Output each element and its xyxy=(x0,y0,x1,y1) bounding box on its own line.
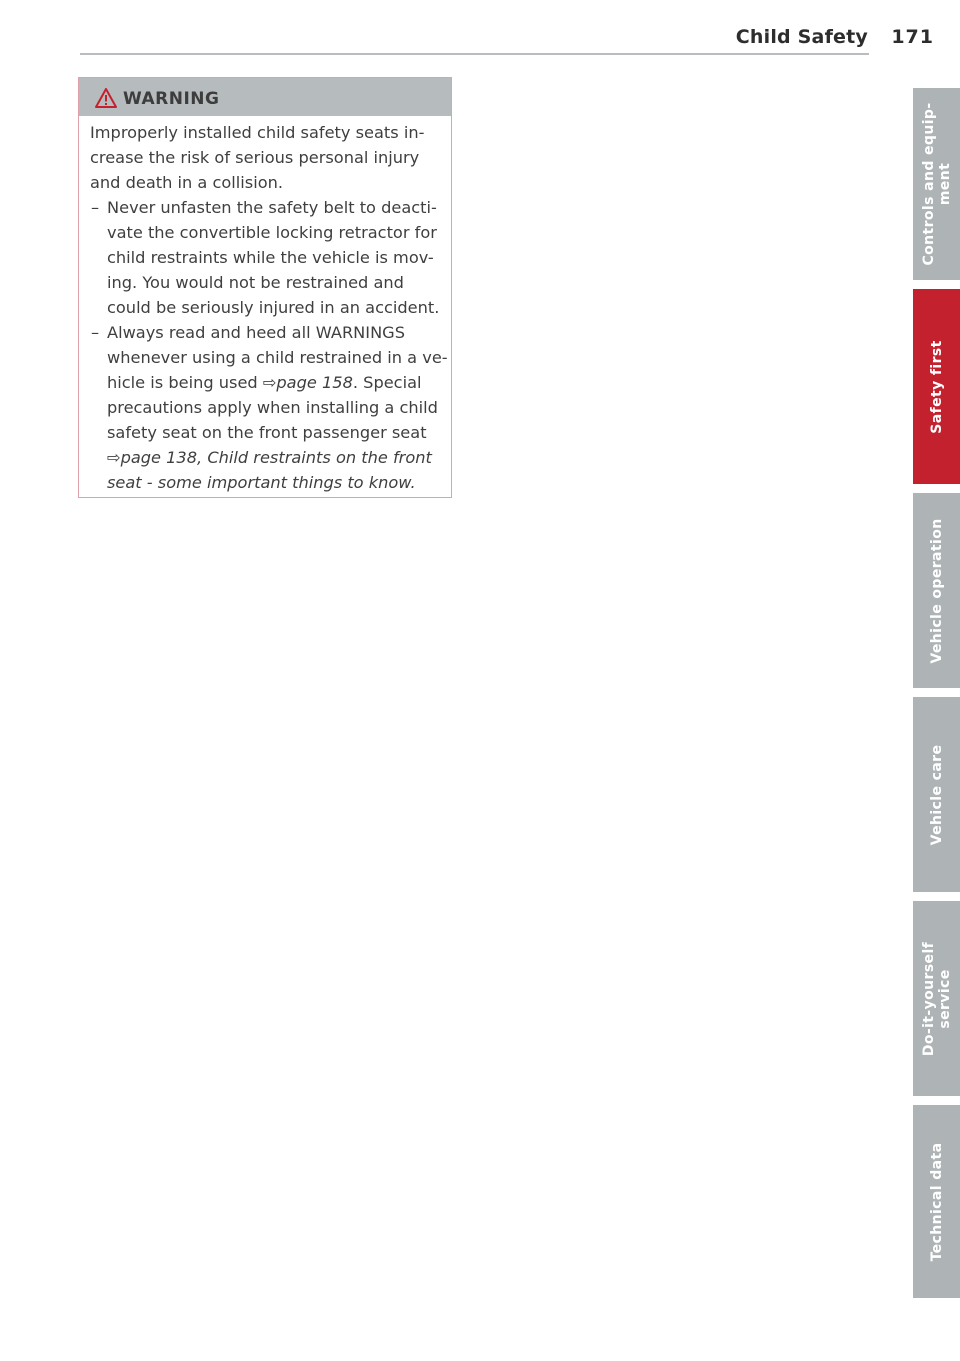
bullet-line: ing. You would not be restrained and xyxy=(107,273,404,292)
page-reference-link[interactable]: seat - some important things to know. xyxy=(107,473,416,492)
bullet-line xyxy=(107,370,449,395)
tab-do-it-yourself-service[interactable] xyxy=(913,901,960,1096)
tab-label-line: Controls and equip- xyxy=(920,102,937,266)
intro-line: crease the risk of serious personal injury xyxy=(90,148,420,167)
tab-vehicle-operation[interactable] xyxy=(913,493,960,688)
header-divider xyxy=(80,53,869,55)
intro-line: and death in a collision. xyxy=(90,173,284,192)
tab-label: Technical data xyxy=(928,1142,945,1261)
tab-label xyxy=(921,941,953,1055)
bullet-line: child restraints while the vehicle is mov- xyxy=(107,248,434,267)
tab-label: Vehicle operation xyxy=(928,517,945,664)
warning-title: WARNING xyxy=(123,89,220,109)
tab-label: Vehicle care xyxy=(928,744,945,845)
bullet-text: hicle is being used xyxy=(107,373,263,392)
page-reference-link[interactable]: ⇨page 138, Child restraints on the front xyxy=(107,448,432,467)
warning-box xyxy=(78,77,452,498)
bullet-line: safety seat on the front passenger seat xyxy=(107,423,427,442)
page-number: 171 xyxy=(891,26,934,48)
bullet-line: could be seriously injured in an accident. xyxy=(107,298,440,317)
section-title: Child Safety xyxy=(735,26,868,48)
tab-controls-and-equipment[interactable] xyxy=(913,88,960,280)
bullet-line: precautions apply when installing a child xyxy=(107,398,438,417)
warning-header xyxy=(79,78,451,116)
page-reference-link[interactable]: ⇨page 158 xyxy=(262,373,353,392)
tab-technical-data[interactable] xyxy=(913,1105,960,1298)
warning-intro xyxy=(90,120,446,195)
tab-label: Safety first xyxy=(928,339,945,434)
bullet-line: Never unfasten the safety belt to deacti- xyxy=(107,198,437,217)
bullet-dash: – xyxy=(91,198,100,217)
warning-triangle-icon xyxy=(95,88,117,108)
page-header xyxy=(0,0,960,60)
bullet-line: whenever using a child restrained in a ve- xyxy=(107,348,448,367)
bullet-dash: – xyxy=(91,323,100,342)
tab-vehicle-care[interactable] xyxy=(913,697,960,892)
bullet-text: . Special xyxy=(352,373,422,392)
bullet-line: vate the convertible locking retractor for xyxy=(107,223,437,242)
tab-label xyxy=(921,102,953,265)
intro-line: Improperly installed child safety seats in- xyxy=(90,123,425,142)
tab-label-line: Do-it-yourself xyxy=(920,941,937,1056)
bullet-line: Always read and heed all WARNINGS xyxy=(107,323,405,342)
tab-safety-first[interactable] xyxy=(913,289,960,484)
tab-label-line: ment xyxy=(936,162,953,206)
tab-label-line: service xyxy=(936,968,953,1029)
